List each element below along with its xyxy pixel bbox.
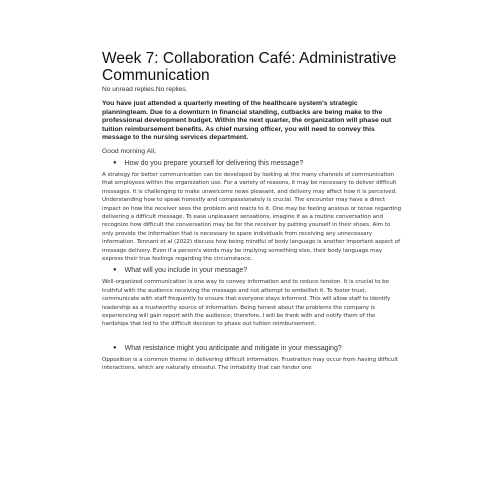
- answer-paragraph: Well-organized communication is one way to convey information and to reduce tension. It is crucial to be truthful with the audience receiving the message and not attempt to embellish it. To foster trust, communicate with staff frequently to ensure that everyone stays informed. This will allow staff to identify leadership as a trustworthy source of information. Being honest about the problems the company is experiencing will gain report with the audience; therefore, I will be frank with and notify them of the hardships that led to the difficult decision to phase out tuition reimbursement.: [102, 279, 391, 328]
- assignment-prompt: You have just attended a quarterly meeting of the healthcare system's strategic planningteam. Due to a downturn in financial standing, cutbacks are being make to the professional development budget. Within the next quarter, the organization will phase out tuition reimbursement benefits. As chief nursing officer, you will need to convey this message to the nursing services department.: [102, 100, 392, 142]
- question-text: What will you include in your message?: [124, 267, 248, 275]
- question-2: [102, 266, 402, 275]
- spacer: [102, 329, 402, 341]
- bullet-icon: ●: [113, 344, 117, 351]
- page-title: Week 7: Collaboration Café: Administrative Communication: [102, 50, 397, 84]
- reply-status: No unread replies.No replies.: [102, 86, 188, 93]
- bullet-icon: ●: [113, 159, 117, 166]
- question-text: How do you prepare yourself for delivering this message?: [124, 159, 304, 167]
- question-3: [102, 344, 402, 353]
- discussion-post: [102, 50, 402, 373]
- greeting: Good morning All,: [102, 147, 157, 155]
- answer-paragraph: Opposition is a common theme in delivering difficult information. Frustration may occur from having difficult interactions, which are naturally stressful. The irritability that can hinder one: [102, 356, 398, 372]
- bullet-icon: ●: [113, 267, 117, 274]
- question-text: What resistance might you anticipate and mitigate in your messaging?: [124, 344, 342, 352]
- question-1: [102, 159, 402, 168]
- answer-paragraph: A strategy for better communication can be developed by looking at the many channels of communication that employees within the organization use. For a variety of reasons, it may be necessary to deliver difficult messages. It is challenging to make unwelcome news pleasant, and delivery may affect how it is perceived. Understanding how to speak honestly and compassionately is crucial. The encounter may have a direct impact on how the receiver sees the problem and reacts to it. One may be feeling anxious or tense regarding delivering a difficult message. To ease unpleasant sensations, imagine it as a routine conversation and recognize how difficult the conversation may be for the receiver by putting yourself in their shoes. Aim to only provide the information that is necessary to spare individuals from receiving any unnecessary information. Tennant et al (2022) discuss how being mindful of body language is another important aspect of message delivery. Even if a person's words may be implying something else, their body language may express their true feelings regarding the circumstance.: [102, 171, 402, 263]
